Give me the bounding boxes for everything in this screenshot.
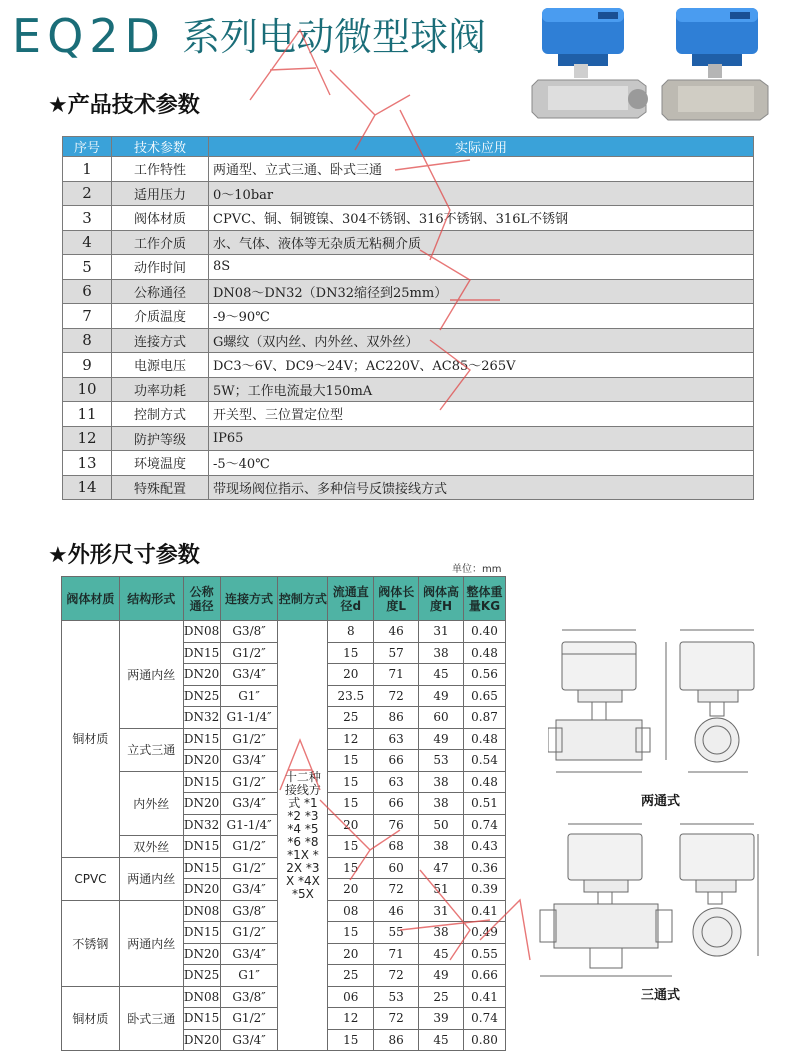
weight-cell: 0.66 bbox=[463, 965, 505, 987]
dn-cell: DN25 bbox=[183, 685, 220, 707]
height-cell: 50 bbox=[419, 814, 464, 836]
connection-cell: G1/2″ bbox=[220, 922, 278, 944]
length-cell: 66 bbox=[374, 750, 419, 772]
structure-cell: 两通内丝 bbox=[119, 900, 183, 986]
col-header-height: 阀体高度H bbox=[419, 577, 464, 621]
tech-row bbox=[63, 230, 754, 255]
tech-row-value: 5W；工作电流最大150mA bbox=[209, 377, 754, 402]
structure-cell: 两通内丝 bbox=[119, 621, 183, 729]
length-cell: 46 bbox=[374, 621, 419, 643]
connection-cell: G3/4″ bbox=[220, 1029, 278, 1051]
structure-cell: 两通内丝 bbox=[119, 857, 183, 900]
height-cell: 47 bbox=[419, 857, 464, 879]
bore-cell: 15 bbox=[328, 793, 374, 815]
length-cell: 60 bbox=[374, 857, 419, 879]
height-cell: 38 bbox=[419, 771, 464, 793]
two-way-caption: 两通式 bbox=[641, 794, 681, 809]
dn-cell: DN08 bbox=[183, 621, 220, 643]
tech-row bbox=[63, 402, 754, 427]
structure-cell: 卧式三通 bbox=[119, 986, 183, 1051]
connection-cell: G1/2″ bbox=[220, 857, 278, 879]
valve-photo-left bbox=[528, 0, 658, 125]
tech-row-value: CPVC、铜、铜镀镍、304不锈钢、316不锈钢、316L不锈钢 bbox=[209, 206, 754, 231]
length-cell: 68 bbox=[374, 836, 419, 858]
connection-cell: G3/4″ bbox=[220, 793, 278, 815]
unit-note: 单位：mm bbox=[452, 564, 502, 575]
tech-row-no: 9 bbox=[63, 353, 112, 378]
height-cell: 51 bbox=[419, 879, 464, 901]
col-header-length: 阀体长度L bbox=[374, 577, 419, 621]
weight-cell: 0.74 bbox=[463, 814, 505, 836]
tech-row-no: 3 bbox=[63, 206, 112, 231]
length-cell: 71 bbox=[374, 943, 419, 965]
tech-row bbox=[63, 181, 754, 206]
weight-cell: 0.43 bbox=[463, 836, 505, 858]
weight-cell: 0.41 bbox=[463, 986, 505, 1008]
connection-cell: G1/2″ bbox=[220, 836, 278, 858]
tech-row bbox=[63, 206, 754, 231]
height-cell: 38 bbox=[419, 922, 464, 944]
tech-row-no: 13 bbox=[63, 451, 112, 476]
connection-cell: G3/8″ bbox=[220, 621, 278, 643]
length-cell: 72 bbox=[374, 965, 419, 987]
structure-cell: 内外丝 bbox=[119, 771, 183, 836]
height-cell: 53 bbox=[419, 750, 464, 772]
tech-row-value: 两通型、立式三通、卧式三通 bbox=[209, 157, 754, 182]
tech-row bbox=[63, 475, 754, 500]
tech-row-no: 11 bbox=[63, 402, 112, 427]
tech-row-param: 特殊配置 bbox=[112, 475, 209, 500]
length-cell: 71 bbox=[374, 664, 419, 686]
connection-cell: G1/2″ bbox=[220, 771, 278, 793]
length-cell: 72 bbox=[374, 685, 419, 707]
weight-cell: 0.48 bbox=[463, 728, 505, 750]
length-cell: 86 bbox=[374, 1029, 419, 1051]
bore-cell: 15 bbox=[328, 750, 374, 772]
weight-cell: 0.49 bbox=[463, 922, 505, 944]
tech-row-no: 6 bbox=[63, 279, 112, 304]
bore-cell: 12 bbox=[328, 728, 374, 750]
tech-row bbox=[63, 353, 754, 378]
height-cell: 49 bbox=[419, 685, 464, 707]
connection-cell: G3/8″ bbox=[220, 986, 278, 1008]
tech-row-no: 5 bbox=[63, 255, 112, 280]
height-cell: 49 bbox=[419, 965, 464, 987]
dn-cell: DN08 bbox=[183, 900, 220, 922]
weight-cell: 0.80 bbox=[463, 1029, 505, 1051]
col-header-structure: 结构形式 bbox=[119, 577, 183, 621]
bore-cell: 20 bbox=[328, 943, 374, 965]
connection-cell: G1-1/4″ bbox=[220, 707, 278, 729]
dn-cell: DN32 bbox=[183, 707, 220, 729]
length-cell: 63 bbox=[374, 771, 419, 793]
tech-row-value: 带现场阀位指示、多种信号反馈接线方式 bbox=[209, 475, 754, 500]
tech-row bbox=[63, 255, 754, 280]
height-cell: 45 bbox=[419, 943, 464, 965]
tech-row-no: 4 bbox=[63, 230, 112, 255]
connection-cell: G1/2″ bbox=[220, 642, 278, 664]
tech-row-param: 工作特性 bbox=[112, 157, 209, 182]
tech-row-param: 电源电压 bbox=[112, 353, 209, 378]
dn-cell: DN15 bbox=[183, 836, 220, 858]
bore-cell: 15 bbox=[328, 857, 374, 879]
two-way-drawing bbox=[548, 622, 788, 787]
height-cell: 60 bbox=[419, 707, 464, 729]
tech-row-value: 0～10bar bbox=[209, 181, 754, 206]
weight-cell: 0.65 bbox=[463, 685, 505, 707]
dn-cell: DN32 bbox=[183, 814, 220, 836]
dn-cell: DN08 bbox=[183, 986, 220, 1008]
col-header-material: 阀体材质 bbox=[62, 577, 120, 621]
col-header-weight: 整体重量KG bbox=[463, 577, 505, 621]
height-cell: 39 bbox=[419, 1008, 464, 1030]
tech-row-param: 环境温度 bbox=[112, 451, 209, 476]
connection-cell: G3/4″ bbox=[220, 750, 278, 772]
tech-row bbox=[63, 304, 754, 329]
bore-cell: 15 bbox=[328, 836, 374, 858]
bore-cell: 20 bbox=[328, 879, 374, 901]
tech-table bbox=[62, 136, 754, 500]
tech-row-param: 公称通径 bbox=[112, 279, 209, 304]
height-cell: 49 bbox=[419, 728, 464, 750]
tech-row-param: 功率功耗 bbox=[112, 377, 209, 402]
tech-row-no: 12 bbox=[63, 426, 112, 451]
col-header-control: 控制方式 bbox=[278, 577, 328, 621]
structure-cell: 双外丝 bbox=[119, 836, 183, 858]
length-cell: 72 bbox=[374, 879, 419, 901]
three-way-caption: 三通式 bbox=[641, 988, 681, 1003]
connection-cell: G1″ bbox=[220, 965, 278, 987]
height-cell: 31 bbox=[419, 621, 464, 643]
weight-cell: 0.74 bbox=[463, 1008, 505, 1030]
dn-cell: DN20 bbox=[183, 664, 220, 686]
weight-cell: 0.55 bbox=[463, 943, 505, 965]
weight-cell: 0.87 bbox=[463, 707, 505, 729]
tech-row-param: 连接方式 bbox=[112, 328, 209, 353]
tech-row-param: 控制方式 bbox=[112, 402, 209, 427]
length-cell: 63 bbox=[374, 728, 419, 750]
bore-cell: 20 bbox=[328, 664, 374, 686]
dim-row bbox=[62, 621, 506, 643]
height-cell: 38 bbox=[419, 642, 464, 664]
connection-cell: G1″ bbox=[220, 685, 278, 707]
dn-cell: DN15 bbox=[183, 771, 220, 793]
material-cell: 铜材质 bbox=[62, 986, 120, 1051]
series-title: 系列电动微型球阀 bbox=[182, 15, 487, 59]
col-header-connection: 连接方式 bbox=[220, 577, 278, 621]
tech-row bbox=[63, 279, 754, 304]
col-header-dn: 公称通径 bbox=[183, 577, 220, 621]
dn-cell: DN20 bbox=[183, 793, 220, 815]
dimension-table bbox=[61, 576, 506, 1051]
tech-row bbox=[63, 328, 754, 353]
bore-cell: 25 bbox=[328, 965, 374, 987]
weight-cell: 0.36 bbox=[463, 857, 505, 879]
bore-cell: 25 bbox=[328, 707, 374, 729]
tech-row-param: 动作时间 bbox=[112, 255, 209, 280]
model-title: EQ2D bbox=[12, 9, 166, 63]
connection-cell: G3/4″ bbox=[220, 879, 278, 901]
length-cell: 66 bbox=[374, 793, 419, 815]
col-header-value: 实际应用 bbox=[209, 137, 754, 157]
tech-row bbox=[63, 426, 754, 451]
height-cell: 31 bbox=[419, 900, 464, 922]
dim-section-title: ★外形尺寸参数 bbox=[48, 543, 200, 568]
tech-row bbox=[63, 451, 754, 476]
weight-cell: 0.56 bbox=[463, 664, 505, 686]
material-cell: 铜材质 bbox=[62, 621, 120, 858]
dn-cell: DN15 bbox=[183, 642, 220, 664]
height-cell: 38 bbox=[419, 836, 464, 858]
tech-section-title: ★产品技术参数 bbox=[48, 93, 200, 118]
weight-cell: 0.51 bbox=[463, 793, 505, 815]
height-cell: 45 bbox=[419, 664, 464, 686]
length-cell: 55 bbox=[374, 922, 419, 944]
bore-cell: 8 bbox=[328, 621, 374, 643]
col-header-bore: 流通直径d bbox=[328, 577, 374, 621]
connection-cell: G3/8″ bbox=[220, 900, 278, 922]
three-way-drawing bbox=[530, 820, 788, 980]
material-cell: CPVC bbox=[62, 857, 120, 900]
bore-cell: 12 bbox=[328, 1008, 374, 1030]
tech-row-param: 防护等级 bbox=[112, 426, 209, 451]
bore-cell: 15 bbox=[328, 771, 374, 793]
weight-cell: 0.40 bbox=[463, 621, 505, 643]
length-cell: 53 bbox=[374, 986, 419, 1008]
height-cell: 25 bbox=[419, 986, 464, 1008]
tech-row-no: 8 bbox=[63, 328, 112, 353]
tech-row-param: 适用压力 bbox=[112, 181, 209, 206]
bore-cell: 15 bbox=[328, 1029, 374, 1051]
tech-row-no: 10 bbox=[63, 377, 112, 402]
length-cell: 86 bbox=[374, 707, 419, 729]
connection-cell: G3/4″ bbox=[220, 943, 278, 965]
tech-row bbox=[63, 377, 754, 402]
weight-cell: 0.48 bbox=[463, 771, 505, 793]
dn-cell: DN20 bbox=[183, 1029, 220, 1051]
connection-cell: G1/2″ bbox=[220, 728, 278, 750]
dn-cell: DN15 bbox=[183, 1008, 220, 1030]
tech-row-value: 水、气体、液体等无杂质无粘稠介质 bbox=[209, 230, 754, 255]
tech-row-value: IP65 bbox=[209, 426, 754, 451]
tech-row-value: -9～90℃ bbox=[209, 304, 754, 329]
dn-cell: DN20 bbox=[183, 943, 220, 965]
tech-row-param: 介质温度 bbox=[112, 304, 209, 329]
bore-cell: 15 bbox=[328, 642, 374, 664]
length-cell: 57 bbox=[374, 642, 419, 664]
tech-row bbox=[63, 157, 754, 182]
dn-cell: DN15 bbox=[183, 922, 220, 944]
dn-cell: DN25 bbox=[183, 965, 220, 987]
tech-row-value: 8S bbox=[209, 255, 754, 280]
dn-cell: DN15 bbox=[183, 857, 220, 879]
tech-row-param: 阀体材质 bbox=[112, 206, 209, 231]
tech-row-no: 14 bbox=[63, 475, 112, 500]
bore-cell: 20 bbox=[328, 814, 374, 836]
dn-cell: DN20 bbox=[183, 879, 220, 901]
bore-cell: 15 bbox=[328, 922, 374, 944]
tech-row-value: 开关型、三位置定位型 bbox=[209, 402, 754, 427]
tech-row-value: -5～40℃ bbox=[209, 451, 754, 476]
structure-cell: 立式三通 bbox=[119, 728, 183, 771]
height-cell: 45 bbox=[419, 1029, 464, 1051]
length-cell: 46 bbox=[374, 900, 419, 922]
dn-cell: DN20 bbox=[183, 750, 220, 772]
bore-cell: 23.5 bbox=[328, 685, 374, 707]
weight-cell: 0.39 bbox=[463, 879, 505, 901]
connection-cell: G1/2″ bbox=[220, 1008, 278, 1030]
tech-row-value: DN08～DN32（DN32缩径到25mm） bbox=[209, 279, 754, 304]
col-header-no: 序号 bbox=[63, 137, 112, 157]
tech-row-value: G螺纹（双内丝、内外丝、双外丝） bbox=[209, 328, 754, 353]
height-cell: 38 bbox=[419, 793, 464, 815]
bore-cell: 06 bbox=[328, 986, 374, 1008]
weight-cell: 0.48 bbox=[463, 642, 505, 664]
valve-photo-right bbox=[660, 0, 780, 125]
connection-cell: G3/4″ bbox=[220, 664, 278, 686]
tech-row-no: 7 bbox=[63, 304, 112, 329]
tech-row-value: DC3～6V、DC9～24V；AC220V、AC85～265V bbox=[209, 353, 754, 378]
dn-cell: DN15 bbox=[183, 728, 220, 750]
length-cell: 72 bbox=[374, 1008, 419, 1030]
control-cell: 十二种接线方式 *1 *2 *3 *4 *5 *6 *8 *1X *2X *3X *4X *5X bbox=[278, 621, 328, 1051]
tech-row-no: 1 bbox=[63, 157, 112, 182]
material-cell: 不锈钢 bbox=[62, 900, 120, 986]
length-cell: 76 bbox=[374, 814, 419, 836]
weight-cell: 0.41 bbox=[463, 900, 505, 922]
weight-cell: 0.54 bbox=[463, 750, 505, 772]
connection-cell: G1-1/4″ bbox=[220, 814, 278, 836]
col-header-param: 技术参数 bbox=[112, 137, 209, 157]
bore-cell: 08 bbox=[328, 900, 374, 922]
tech-row-no: 2 bbox=[63, 181, 112, 206]
tech-row-param: 工作介质 bbox=[112, 230, 209, 255]
